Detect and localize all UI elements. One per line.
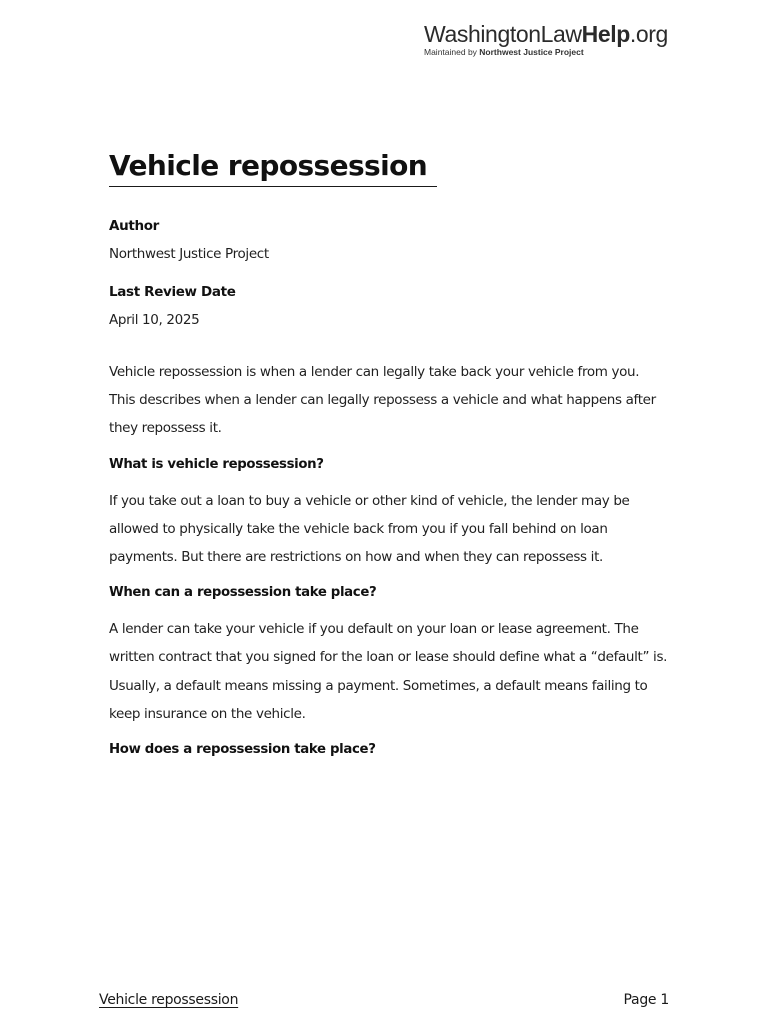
section-heading: When can a repossession take place? bbox=[109, 585, 377, 601]
logo-tagline bbox=[424, 47, 664, 58]
logo-wordmark bbox=[424, 20, 668, 48]
page-number: Page 1 bbox=[623, 992, 669, 1008]
footer-document-link[interactable]: Vehicle repossession bbox=[99, 992, 239, 1008]
section-heading: How does a repossession take place? bbox=[109, 742, 376, 758]
intro-paragraph: Vehicle repossession is when a lender can legally take back your vehicle from you. This describes when a lender can legally repossess a vehicle and what happens after they repossess it. bbox=[109, 364, 656, 437]
section-heading: What is vehicle repossession? bbox=[109, 456, 324, 472]
logo-wordmark-help: Help bbox=[581, 21, 630, 47]
author-label: Author bbox=[109, 218, 159, 234]
review-date-value: April 10, 2025 bbox=[109, 312, 200, 328]
site-logo[interactable] bbox=[424, 20, 668, 58]
author-value: Northwest Justice Project bbox=[109, 246, 269, 262]
logo-tagline-prefix: Maintained by bbox=[424, 47, 480, 57]
logo-wordmark-org: .org bbox=[629, 21, 668, 47]
review-date-label: Last Review Date bbox=[109, 284, 236, 300]
logo-tagline-org: Northwest Justice Project bbox=[479, 47, 584, 57]
document-body bbox=[109, 212, 669, 764]
section-paragraph: A lender can take your vehicle if you default on your loan or lease agreement. The written contract that you signed for the loan or lease should define what a “default” is. Usually, a default means missing a payment. Sometimes, a default means failing to keep insurance on the vehicle. bbox=[109, 621, 668, 722]
logo-wordmark-washington-law: WashingtonLaw bbox=[424, 21, 582, 47]
section-paragraph: If you take out a loan to buy a vehicle or other kind of vehicle, the lender may be allowed to physically take the vehicle back from you if you fall behind on loan payments. But there are restrictions on how and when they can repossess it. bbox=[109, 492, 630, 566]
document-title: Vehicle repossession bbox=[109, 146, 437, 187]
